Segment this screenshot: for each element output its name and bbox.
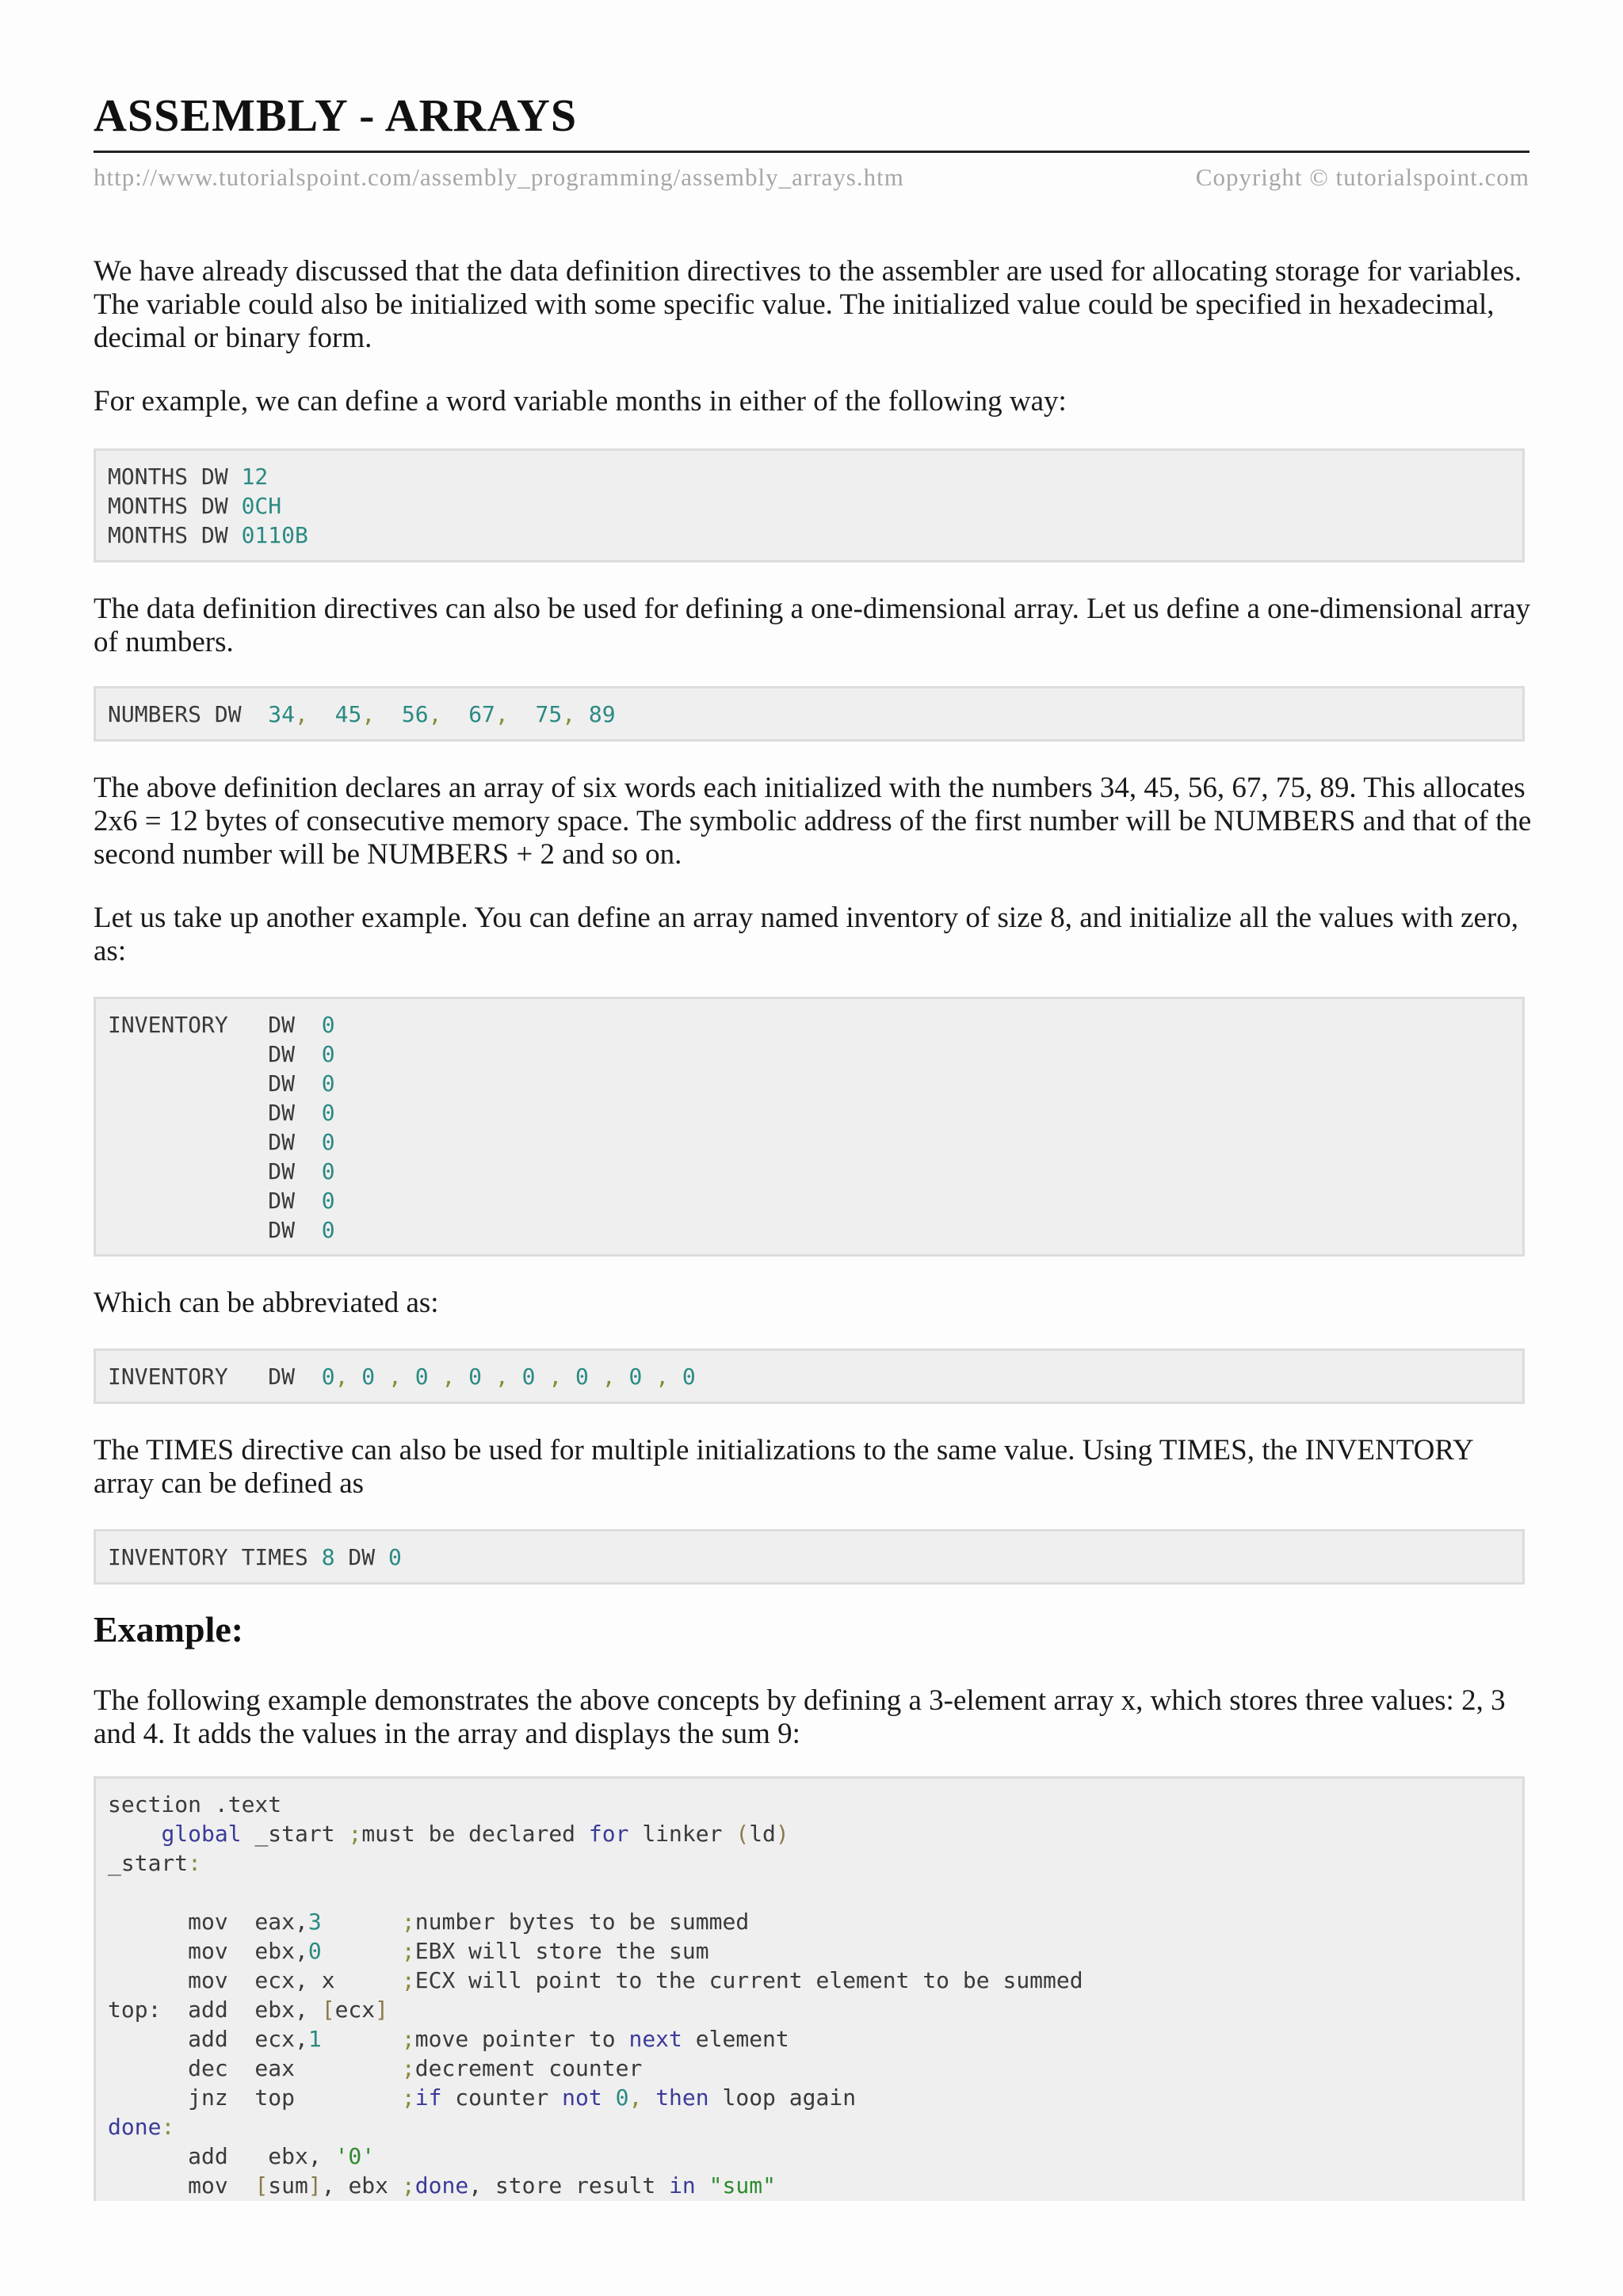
code-token: 0 (321, 1188, 335, 1214)
code-token: mov (108, 2172, 255, 2199)
code-line (108, 1848, 1522, 1878)
code-token: DW (108, 1129, 322, 1155)
code-token: if (414, 2084, 442, 2111)
intro-paragraph: We have already discussed that the data definition directives to the assembler are used for allocating storage for variables. The variable could also be initialized with some specific value. The initialized value could be specified in hexadecimal, decimal or binary form. (94, 255, 1522, 354)
code-token: 0 (321, 1070, 335, 1097)
code-token: , (428, 701, 469, 727)
code-token: done (414, 2172, 469, 2199)
copyright-notice: Copyright © tutorialspoint.com (1195, 163, 1529, 191)
code-token: 0 (307, 1938, 322, 1964)
code-token: "sum" (708, 2172, 776, 2199)
code-token: INVENTORY DW (108, 1012, 322, 1038)
code-token (696, 2172, 709, 2199)
code-token: ecx (334, 1997, 376, 2023)
code-token: top: add ebx, (108, 1997, 322, 2023)
source-url[interactable]: http://www.tutorialspoint.com/assembly_programming/assembly_arrays.htm (94, 163, 904, 191)
code-line (108, 1186, 1522, 1215)
code-token: 0CH (241, 493, 282, 519)
code-token: dec eax (108, 2055, 402, 2081)
code-token: 0 (321, 1363, 335, 1390)
code-line (108, 2112, 1522, 2142)
code-token: add ecx, (108, 2026, 308, 2052)
code-token: 3 (307, 1909, 322, 1935)
code-line (108, 1790, 1522, 1819)
code-token: global (161, 1821, 242, 1847)
code-token: 0 (321, 1158, 335, 1184)
code-token: NUMBERS DW (108, 701, 269, 727)
code-token (108, 1821, 161, 1847)
code-token: , (642, 1363, 682, 1390)
code-token: , ebx (321, 2172, 402, 2199)
code-token: 0 (682, 1363, 696, 1390)
code-token: INVENTORY TIMES (108, 1544, 322, 1570)
code-token: , (295, 701, 335, 727)
code-token: 0 (628, 1363, 643, 1390)
code-token: ; (401, 1909, 415, 1935)
code-block-example (94, 1776, 1525, 2201)
code-line (108, 2054, 1522, 2083)
code-line (108, 1907, 1522, 1936)
code-token: move pointer to (414, 2026, 629, 2052)
code-token: linker (628, 1821, 736, 1847)
code-block-times (94, 1529, 1525, 1585)
title-divider (94, 151, 1529, 153)
code-token: ld (749, 1821, 776, 1847)
code-token: , (588, 1363, 629, 1390)
code-line (108, 1127, 1522, 1157)
code-token: ; (401, 2026, 415, 2052)
code-line (108, 2171, 1522, 2200)
code-token: 1 (307, 2026, 322, 2052)
code-token: : (161, 2114, 175, 2140)
code-token: 8 (321, 1544, 335, 1570)
code-token: [ (254, 2172, 269, 2199)
code-token: section .text (108, 1791, 282, 1817)
code-block-numbers (94, 686, 1525, 742)
code-token: DW (108, 1217, 322, 1243)
code-token: 56 (401, 701, 429, 727)
code-token: 75 (535, 701, 563, 727)
code-line (108, 2024, 1522, 2054)
code-token: ; (401, 1938, 415, 1964)
code-token: mov ecx, x (108, 1967, 402, 1993)
code-token: mov ebx, (108, 1938, 308, 1964)
code-block-inventory-short (94, 1348, 1525, 1404)
code-token: add ebx, (108, 2143, 335, 2169)
code-token: 0 (361, 1363, 376, 1390)
code-token: DW (108, 1188, 322, 1214)
code-token: ; (401, 2172, 415, 2199)
code-token: ( (735, 1821, 750, 1847)
code-line (108, 1157, 1522, 1186)
code-token: , (495, 701, 536, 727)
code-token: sum (268, 2172, 308, 2199)
code-token: _start (241, 1821, 349, 1847)
code-token: 0 (414, 1363, 429, 1390)
code-token: for (588, 1821, 629, 1847)
code-token: 0 (575, 1363, 589, 1390)
code-token: element (682, 2026, 789, 2052)
code-token: 0 (321, 1041, 335, 1067)
code-line (108, 1039, 1522, 1069)
example-heading: Example: (94, 1609, 244, 1650)
code-token: : (188, 1850, 202, 1876)
code-token: , (628, 2084, 656, 2111)
code-token: loop again (708, 2084, 857, 2111)
code-token: EBX will store the sum (414, 1938, 709, 1964)
code-line (108, 1543, 1522, 1572)
page-title: ASSEMBLY - ARRAYS (94, 90, 578, 141)
code-token: DW (108, 1070, 322, 1097)
code-token: must be declared (361, 1821, 589, 1847)
code-token: , (562, 701, 589, 727)
code-line (108, 462, 1522, 491)
code-token: next (628, 2026, 682, 2052)
code-token: number bytes to be summed (414, 1909, 750, 1935)
months-intro-paragraph: For example, we can define a word variable months in either of the following way: (94, 385, 1067, 418)
code-token (322, 2026, 402, 2052)
code-token: counter (441, 2084, 563, 2111)
code-token: , (428, 1363, 469, 1390)
code-token: ] (375, 1997, 389, 2023)
code-token: 45 (334, 701, 362, 727)
code-line (108, 521, 1522, 550)
code-token: 89 (588, 701, 616, 727)
code-line (108, 1995, 1522, 2024)
code-line (108, 1010, 1522, 1039)
code-token: in (669, 2172, 696, 2199)
code-token: , (482, 1363, 522, 1390)
code-line (108, 1936, 1522, 1966)
code-token: MONTHS DW (108, 493, 242, 519)
code-token: 34 (268, 701, 296, 727)
code-token: 0110B (241, 522, 308, 548)
code-token: _start (108, 1850, 189, 1876)
code-token: INVENTORY DW (108, 1363, 322, 1390)
code-token: ] (307, 2172, 322, 2199)
code-token: 0 (521, 1363, 536, 1390)
code-token: 0 (388, 1544, 402, 1570)
code-token: ; (401, 2084, 415, 2111)
code-line (108, 491, 1522, 521)
code-line (108, 1215, 1522, 1245)
code-token: DW (334, 1544, 389, 1570)
code-token: 0 (615, 2084, 629, 2111)
code-token: DW (108, 1100, 322, 1126)
code-token: mov eax, (108, 1909, 308, 1935)
code-token: MONTHS DW (108, 463, 242, 490)
code-line (108, 700, 1522, 729)
code-token (322, 1909, 402, 1935)
code-token (602, 2084, 616, 2111)
code-token: ; (348, 1821, 362, 1847)
code-block-months (94, 448, 1525, 563)
code-token: , (361, 701, 402, 727)
code-line (108, 1819, 1522, 1848)
array-intro-paragraph: The data definition directives can also be used for defining a one-dimensional array. Let us define a one-dimensional array of numbers. (94, 593, 1530, 658)
code-token: '0' (334, 2143, 376, 2169)
code-token: 0 (321, 1012, 335, 1038)
code-token: 0 (321, 1129, 335, 1155)
code-token: , store result (468, 2172, 670, 2199)
code-token: 0 (468, 1363, 483, 1390)
code-token: MONTHS DW (108, 522, 242, 548)
code-token: [ (321, 1997, 335, 2023)
code-token: done (108, 2114, 162, 2140)
code-token: , (375, 1363, 415, 1390)
code-token: 0 (321, 1217, 335, 1243)
code-line (108, 2142, 1522, 2171)
code-token: 12 (241, 463, 269, 490)
code-token: 0 (321, 1100, 335, 1126)
code-token: , (535, 1363, 576, 1390)
code-token: ; (401, 2055, 415, 2081)
times-paragraph: The TIMES directive can also be used for multiple initializations to the same value. Using TIMES, the INVENTORY array can be defined as (94, 1434, 1473, 1500)
code-line (108, 2083, 1522, 2112)
code-line (108, 1966, 1522, 1995)
example-description-paragraph: The following example demonstrates the above concepts by defining a 3-element array x, which stores three values: 2, 3 and 4. It adds the values in the array and displays the sum 9: (94, 1684, 1506, 1750)
code-token: DW (108, 1158, 322, 1184)
code-token: ) (775, 1821, 789, 1847)
code-token: ; (401, 1967, 415, 1993)
code-block-inventory (94, 997, 1525, 1257)
code-token: jnz top (108, 2084, 402, 2111)
array-explanation-paragraph: The above definition declares an array of six words each initialized with the numbers 34, 45, 56, 67, 75, 89. This allocates 2x6 = 12 bytes of consecutive memory space. The symbolic address of the first number will be NUMBERS and that of the second number will be NUMBERS + 2 and so on. (94, 772, 1532, 871)
code-line (108, 1098, 1522, 1127)
code-token: , (334, 1363, 362, 1390)
code-token: decrement counter (414, 2055, 643, 2081)
code-token: then (655, 2084, 709, 2111)
code-line (108, 1362, 1522, 1391)
code-line (108, 1069, 1522, 1098)
code-token: 67 (468, 701, 495, 727)
code-token (322, 1938, 402, 1964)
code-token: ECX will point to the current element to be summed (414, 1967, 1083, 1993)
code-line (108, 1878, 1522, 1907)
abbreviation-paragraph: Which can be abbreviated as: (94, 1287, 439, 1319)
inventory-intro-paragraph: Let us take up another example. You can define an array named inventory of size 8, and initialize all the values with zero, as: (94, 902, 1518, 967)
code-token: not (562, 2084, 602, 2111)
code-token: DW (108, 1041, 322, 1067)
